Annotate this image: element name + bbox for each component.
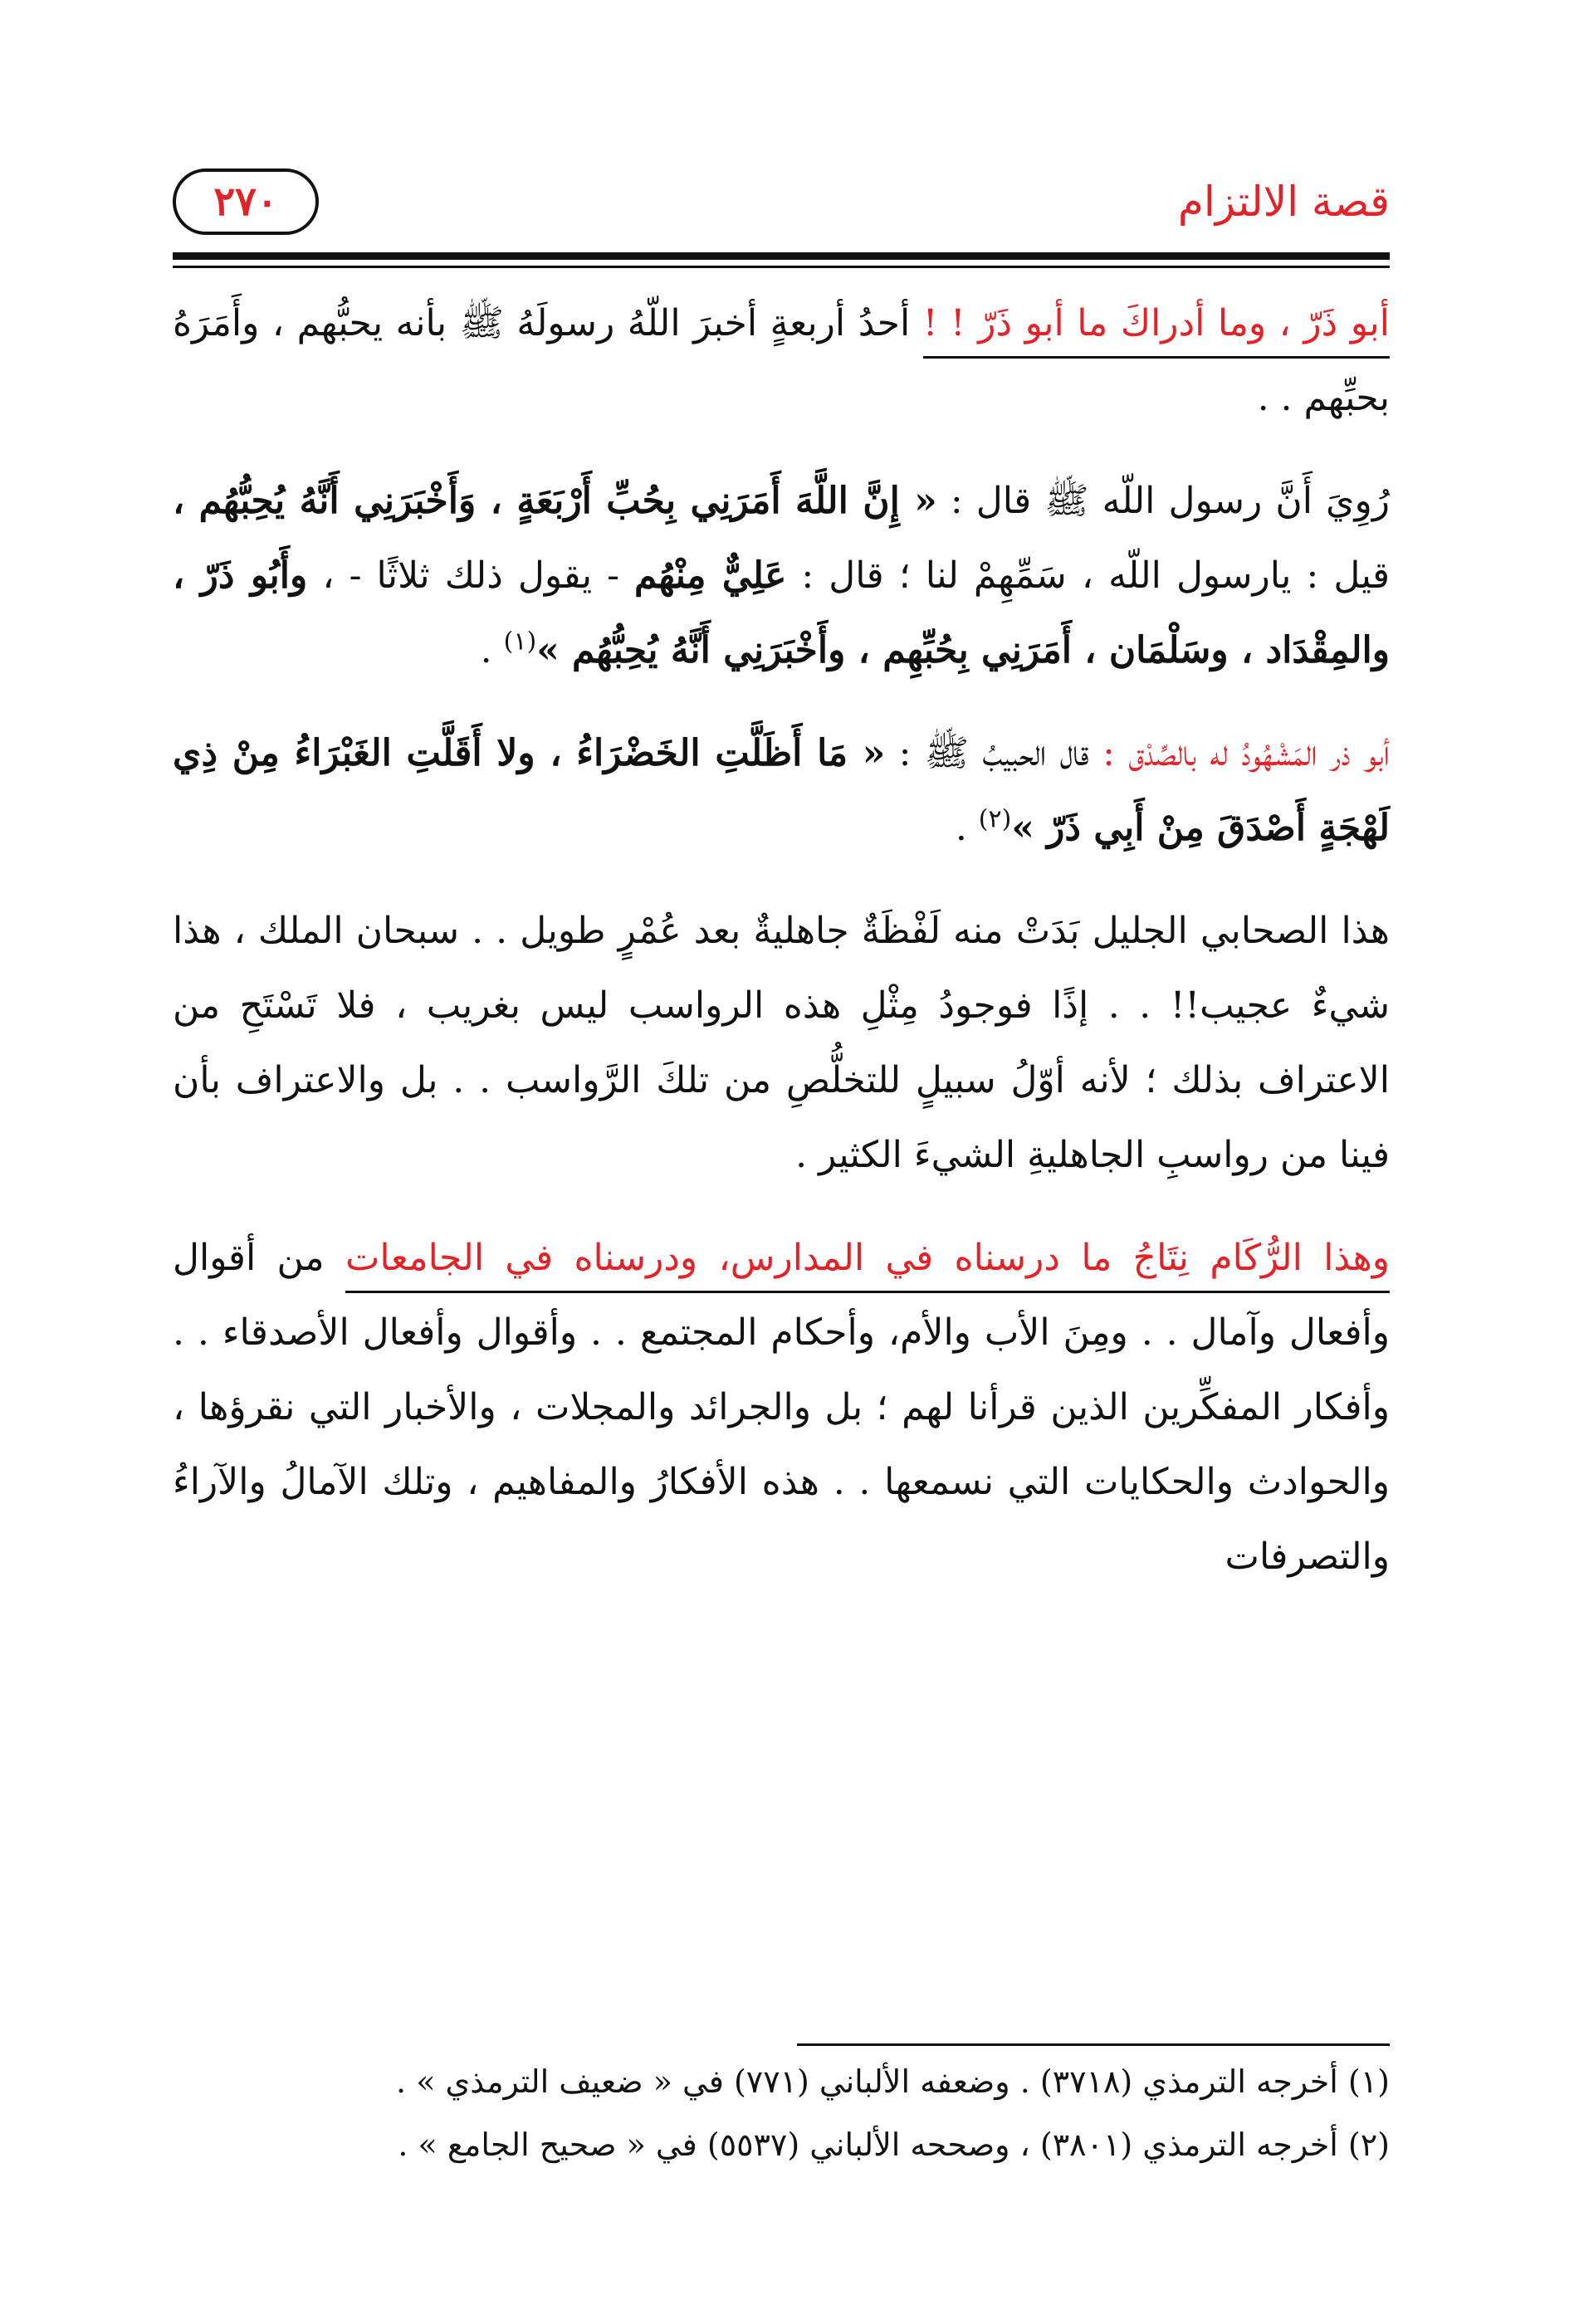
paragraph-3-end: . bbox=[955, 807, 979, 849]
footnote-2: (٢) أخرجه الترمذي (٣٨٠١) ، وصححه الألباني (٥٥٣٧) في « صحيح الجامع » . bbox=[398, 2126, 1390, 2163]
hadith-quote-3: وأَبُو ذَرّ ، والمِقْدَاد ، وسَلْمَان ، أَمَرَنِي بِحُبِّهِم ، وأَخْبَرَنِي أَنَّهُ يُحِبُّهُم » bbox=[173, 554, 1390, 671]
paragraph-1-text: أحدُ أربعةٍ أخبرَ اللّهُ رسولَهُ ﷺ بأنه يحبُّهم ، وأَمَرَهُ بحبِّهم . . bbox=[173, 302, 1390, 419]
body-text bbox=[173, 286, 1390, 1623]
page-header bbox=[173, 156, 1390, 247]
footnote-1: (١) أخرجه الترمذي (٣٧١٨) . وضعفه الألباني (٧٧١) في « ضعيف الترمذي » . bbox=[396, 2063, 1390, 2100]
header-rule-thick bbox=[173, 252, 1390, 260]
paragraph-4 bbox=[173, 894, 1390, 1193]
footnote-separator bbox=[797, 2043, 1390, 2046]
hadith-quote-2: عَلِيٌّ مِنْهُم bbox=[634, 554, 787, 597]
header-rule-thin bbox=[173, 266, 1390, 268]
paragraph-3-intro: قال الحبيبُ ﷺ : bbox=[885, 732, 1103, 774]
paragraph-5 bbox=[173, 1221, 1390, 1594]
hadith-quote-1: « إِنَّ اللَّهَ أَمَرَنِي بِحُبِّ أَرْبَعَةٍ ، وَأَخْبَرَنِي أَنَّهُ يُحِبُّهُم ، bbox=[173, 480, 937, 522]
footnotes bbox=[173, 2050, 1390, 2176]
paragraph-1 bbox=[173, 286, 1390, 436]
paragraph-2-middle: قيل : يارسول اللّه ، سَمِّهِمْ لنا ؛ قال : bbox=[786, 554, 1390, 597]
paragraph-5-text: من أقوال وأفعال وآمال . . ومِنَ الأب والأم، وأحكام المجتمع . . وأقوال وأفعال الأصدقاء . . وأفكار المفكِّرين الذين قرأنا لهم ؛ بل والجرائد والمجلات ، والأخبار التي نقرؤها ، والحوادث والحكايات التي نسمعها . . هذه الأفكارُ والمفاهيم ، وتلك الآمالُ والآراءُ والتصرفات bbox=[173, 1237, 1390, 1578]
paragraph-2-end: . bbox=[480, 629, 504, 671]
paragraph-3-heading: أبو ذر المَشْهُودُ له بالصِّدْق : bbox=[1102, 732, 1391, 774]
hadith-quote-4: « مَا أَظَلَّتِ الخَضْرَاءُ ، ولا أَقَلَّتِ الغَبْرَاءُ مِنْ ذِي لَهْجَةٍ أَصْدَقَ مِنْ أَبِي ذَرّ » bbox=[173, 732, 1390, 849]
footnote-ref-1: (١) bbox=[503, 627, 537, 657]
paragraph-3 bbox=[173, 716, 1390, 866]
paragraph-2 bbox=[173, 464, 1390, 688]
paragraph-2-intro: رُوِيَ أَنَّ رسول اللّه ﷺ قال : bbox=[936, 480, 1390, 522]
paragraph-1-heading: أبو ذَرّ ، وما أدراكَ ما أبو ذَرّ ! ! bbox=[923, 302, 1390, 359]
paragraph-2-middle-2: - يقول ذلك ثلاثًا - ، bbox=[307, 554, 635, 597]
page-number: ٢٧٠ bbox=[213, 178, 278, 225]
paragraph-4-text: هذا الصحابي الجليل بَدَتْ منه لَفْظَةٌ جاهليةٌ بعد عُمْرٍ طويل . . سبحان الملك ، هذا شيءٌ عجيب!! . . إذًا فوجودُ مِثْلِ هذه الرواسب ليس بغريب ، فلا تَسْتَحِ من الاعتراف بذلك ؛ لأنه أوّلُ سبيلٍ للتخلُّصِ من تلكَ الرَّواسب . . بل والاعتراف بأن فينا من رواسبِ الجاهليةِ الشيءَ الكثير . bbox=[173, 910, 1390, 1176]
footnote-ref-2: (٢) bbox=[978, 804, 1012, 834]
page-number-badge bbox=[173, 168, 319, 235]
running-title: قصة الالتزام bbox=[1177, 178, 1390, 226]
paragraph-5-heading: وهذا الرُّكَام نِتَاجُ ما درسناه في المدارس، ودرسناه في الجامعات bbox=[345, 1237, 1390, 1293]
